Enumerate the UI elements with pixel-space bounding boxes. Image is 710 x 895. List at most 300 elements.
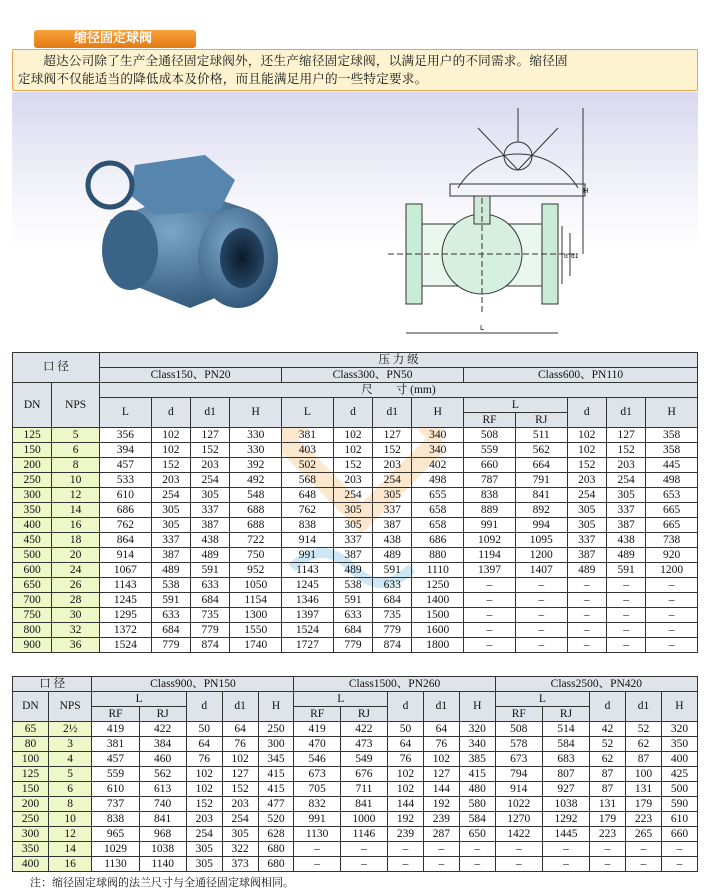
cell-dn: 500 (13, 548, 52, 563)
cell-dn: 600 (13, 563, 52, 578)
table-cell: 76 (186, 752, 222, 767)
table-cell: 392 (230, 458, 282, 473)
table-cell: 578 (495, 737, 542, 752)
table-cell: 686 (412, 533, 464, 548)
table-cell: – (542, 842, 589, 857)
table-cell: 322 (222, 842, 258, 857)
table-cell: 684 (151, 623, 190, 638)
table-cell: 179 (626, 797, 662, 812)
table-row (13, 767, 698, 782)
table-cell: 203 (222, 797, 258, 812)
table-cell: – (515, 593, 567, 608)
table-cell: 794 (495, 767, 542, 782)
table-cell: – (606, 608, 645, 623)
table-cell: 735 (373, 608, 412, 623)
table-cell: 1524 (99, 638, 151, 653)
table-cell: 1800 (412, 638, 464, 653)
table-cell: 305 (567, 518, 606, 533)
table-cell: 1067 (99, 563, 151, 578)
table-cell: 832 (294, 797, 340, 812)
table-cell: 684 (333, 623, 372, 638)
table-cell: – (606, 593, 645, 608)
table-cell: 1500 (412, 608, 464, 623)
dimension-table-1 (12, 352, 698, 653)
table-cell: 152 (151, 458, 190, 473)
table-cell: 127 (373, 428, 412, 443)
cell-nps: 8 (48, 797, 91, 812)
t2-h-d3c: d (590, 692, 626, 722)
table-cell: 457 (92, 752, 139, 767)
table-cell: 584 (542, 737, 589, 752)
table-cell: 76 (388, 752, 424, 767)
table-cell: 192 (388, 812, 424, 827)
table-cell: 538 (333, 578, 372, 593)
table-cell: – (340, 842, 387, 857)
table-row (13, 473, 698, 488)
table-cell: 874 (191, 638, 230, 653)
table-row (13, 563, 698, 578)
cell-nps: 6 (48, 782, 91, 797)
table-cell: 254 (606, 473, 645, 488)
table-cell: 686 (99, 503, 151, 518)
table-cell: 192 (423, 797, 459, 812)
table-cell: 203 (567, 473, 606, 488)
table-cell: 779 (151, 638, 190, 653)
table-cell: 152 (191, 443, 230, 458)
table-cell: 422 (139, 722, 186, 737)
table-cell: 102 (388, 767, 424, 782)
cell-dn: 450 (13, 533, 52, 548)
table-cell: 841 (340, 797, 387, 812)
table-cell: 498 (646, 473, 698, 488)
table-cell: 152 (333, 458, 372, 473)
table-cell: 591 (606, 563, 645, 578)
cell-dn: 300 (13, 827, 49, 842)
table-row (13, 797, 698, 812)
table-row (13, 722, 698, 737)
table-cell: 460 (139, 752, 186, 767)
table-cell: 676 (340, 767, 387, 782)
table-cell: 489 (567, 563, 606, 578)
table-row (13, 593, 698, 608)
cell-nps: 12 (48, 827, 91, 842)
table-cell: – (606, 623, 645, 638)
table-cell: 415 (258, 767, 294, 782)
table-cell: 223 (590, 827, 626, 842)
table-cell: 203 (191, 458, 230, 473)
table-cell: 102 (186, 767, 222, 782)
table-cell: 1095 (515, 533, 567, 548)
table-cell: 1300 (230, 608, 282, 623)
table-cell: 337 (373, 503, 412, 518)
table-cell: 52 (590, 737, 626, 752)
cell-dn: 700 (13, 593, 52, 608)
table-cell: 994 (515, 518, 567, 533)
table-cell: 1727 (282, 638, 334, 653)
t2-h-rj1: RJ (139, 707, 186, 722)
table-cell: 400 (661, 752, 697, 767)
t1-h-h2: H (412, 398, 464, 428)
cell-nps: 10 (48, 812, 91, 827)
table-cell: 791 (515, 473, 567, 488)
table-cell: 305 (151, 518, 190, 533)
table-cell: 838 (282, 518, 334, 533)
table-row (13, 428, 698, 443)
table-cell: 633 (191, 578, 230, 593)
table-cell: 345 (258, 752, 294, 767)
table-cell: 64 (388, 737, 424, 752)
table-cell: 438 (606, 533, 645, 548)
table-cell: 1130 (92, 857, 139, 872)
table-cell: 100 (626, 767, 662, 782)
table-cell: 42 (590, 722, 626, 737)
table-cell: 711 (340, 782, 387, 797)
table-cell: 337 (606, 503, 645, 518)
table-cell: 1140 (139, 857, 186, 872)
table-row (13, 782, 698, 797)
table-cell: 549 (340, 752, 387, 767)
table-cell: 533 (99, 473, 151, 488)
table-cell: 705 (294, 782, 340, 797)
table-cell: 337 (191, 503, 230, 518)
table-cell: 305 (222, 827, 258, 842)
table-cell: – (606, 578, 645, 593)
table-cell: 340 (412, 428, 464, 443)
t2-class-1: Class900、PN150 (92, 677, 294, 692)
table-cell: 991 (294, 812, 340, 827)
table-cell: 50 (186, 722, 222, 737)
table-cell: 1194 (464, 548, 516, 563)
table-cell: 1130 (294, 827, 340, 842)
table-cell: 737 (92, 797, 139, 812)
table-cell: 610 (661, 812, 697, 827)
dimension-table-2 (12, 676, 698, 872)
table-row (13, 518, 698, 533)
table-cell: 102 (388, 782, 424, 797)
table-row (13, 812, 698, 827)
table-cell: 403 (282, 443, 334, 458)
table-row (13, 842, 698, 857)
table-cell: 738 (646, 533, 698, 548)
table-cell: 927 (542, 782, 589, 797)
footnote: 注：缩径固定球阀的法兰尺寸与全通径固定球阀相同。 (30, 876, 294, 889)
table-cell: 584 (459, 812, 495, 827)
table-row (13, 578, 698, 593)
table-cell: 1143 (99, 578, 151, 593)
table-cell: 305 (373, 488, 412, 503)
table-cell: 287 (423, 827, 459, 842)
table-cell: – (626, 842, 662, 857)
cell-nps: 14 (52, 503, 100, 518)
table-cell: 660 (661, 827, 697, 842)
table-cell: 498 (412, 473, 464, 488)
table-cell: – (423, 857, 459, 872)
table-cell: 320 (661, 722, 697, 737)
table-cell: 546 (294, 752, 340, 767)
table-cell: 473 (340, 737, 387, 752)
t2-class-3: Class2500、PN420 (495, 677, 697, 692)
table-row (13, 608, 698, 623)
t2-h-l1: L (92, 692, 186, 707)
table-cell: 337 (151, 533, 190, 548)
cell-nps: 24 (52, 563, 100, 578)
table-cell: 489 (373, 548, 412, 563)
table-cell: 87 (590, 767, 626, 782)
cell-dn: 250 (13, 812, 49, 827)
table-cell: 1050 (230, 578, 282, 593)
table-cell: 144 (388, 797, 424, 812)
table-cell: – (515, 608, 567, 623)
table-cell: 762 (99, 518, 151, 533)
table-cell: 1022 (495, 797, 542, 812)
cell-nps: 20 (52, 548, 100, 563)
cell-nps: 32 (52, 623, 100, 638)
table-cell: 305 (191, 488, 230, 503)
table-cell: 511 (515, 428, 567, 443)
t2-h-dd2: d1 (423, 692, 459, 722)
table-cell: – (567, 593, 606, 608)
table-cell: 722 (230, 533, 282, 548)
table-cell: 480 (459, 782, 495, 797)
t2-h-l2: L (294, 692, 388, 707)
t2-h-l3: L (495, 692, 589, 707)
table-cell: 102 (567, 443, 606, 458)
table-cell: – (388, 842, 424, 857)
t1-h-rj: RJ (515, 413, 567, 428)
table-cell: 1295 (99, 608, 151, 623)
table-cell: 1270 (495, 812, 542, 827)
table-cell: 203 (186, 812, 222, 827)
table-cell: 254 (373, 473, 412, 488)
table-cell: 502 (282, 458, 334, 473)
table-cell: 514 (542, 722, 589, 737)
table-cell: – (459, 842, 495, 857)
t1-header-nps: NPS (52, 383, 100, 428)
table-cell: 305 (567, 503, 606, 518)
table-cell: 62 (590, 752, 626, 767)
table-cell: 254 (186, 827, 222, 842)
table-row (13, 857, 698, 872)
t1-class-3: Class600、PN110 (464, 368, 698, 383)
table-cell: – (340, 857, 387, 872)
table-cell: 779 (333, 638, 372, 653)
table-cell: 470 (294, 737, 340, 752)
table-cell: 673 (294, 767, 340, 782)
cell-dn: 80 (13, 737, 49, 752)
table-cell: 422 (340, 722, 387, 737)
table-cell: – (646, 593, 698, 608)
table-cell: 914 (495, 782, 542, 797)
t2-h-rf1: RF (92, 707, 139, 722)
table-cell: 239 (423, 812, 459, 827)
table-cell: 590 (661, 797, 697, 812)
table-cell: 457 (99, 458, 151, 473)
table-cell: 653 (646, 488, 698, 503)
cell-dn: 65 (13, 722, 49, 737)
t1-h-d: d (151, 398, 190, 428)
table-cell: 1445 (542, 827, 589, 842)
table-cell: – (294, 857, 340, 872)
table-cell: 144 (423, 782, 459, 797)
t2-header-bore: 口 径 (13, 677, 92, 692)
table-cell: 914 (99, 548, 151, 563)
table-cell: 874 (373, 638, 412, 653)
table-cell: 688 (230, 518, 282, 533)
table-cell: 203 (606, 458, 645, 473)
table-cell: 305 (333, 503, 372, 518)
t2-h-dd1: d1 (222, 692, 258, 722)
drawing-label-h: H (583, 187, 589, 195)
valve-photo (70, 150, 282, 310)
table-cell: 203 (151, 473, 190, 488)
table-cell: – (464, 638, 516, 653)
table-cell: 735 (191, 608, 230, 623)
table-cell: 1524 (282, 623, 334, 638)
table-cell: 87 (626, 752, 662, 767)
table-cell: 419 (294, 722, 340, 737)
table-cell: – (423, 842, 459, 857)
table-cell: – (464, 608, 516, 623)
table-cell: – (646, 638, 698, 653)
t2-h-d2c: d (388, 692, 424, 722)
table-cell: – (567, 578, 606, 593)
table-cell: – (542, 857, 589, 872)
cell-nps: 6 (52, 443, 100, 458)
t1-h-l3: L (464, 398, 567, 413)
table-cell: 203 (333, 473, 372, 488)
table-cell: – (646, 623, 698, 638)
table-cell: 152 (222, 782, 258, 797)
table-cell: 127 (423, 767, 459, 782)
table-cell: – (590, 857, 626, 872)
t2-h-h2: H (459, 692, 495, 722)
table-cell: 1740 (230, 638, 282, 653)
table-cell: 991 (464, 518, 516, 533)
table-cell: 1029 (92, 842, 139, 857)
table-cell: 300 (258, 737, 294, 752)
table-cell: 1422 (495, 827, 542, 842)
t2-h-h3: H (661, 692, 697, 722)
section-title: 缩径固定球阀 (34, 30, 196, 48)
table-cell: – (590, 842, 626, 857)
table-cell: 373 (222, 857, 258, 872)
cell-nps: 36 (52, 638, 100, 653)
table-cell: 387 (606, 518, 645, 533)
cell-nps: 26 (52, 578, 100, 593)
table-cell: 381 (92, 737, 139, 752)
t1-class-1: Class150、PN20 (99, 368, 281, 383)
table-cell: 152 (186, 797, 222, 812)
cell-dn: 200 (13, 797, 49, 812)
t2-h-h1: H (258, 692, 294, 722)
t1-h-d1-2: d1 (373, 398, 412, 428)
table-cell: 779 (373, 623, 412, 638)
table-cell: 387 (151, 548, 190, 563)
table-cell: – (646, 608, 698, 623)
drawing-label-l: L (480, 324, 484, 332)
cell-nps: 2½ (48, 722, 91, 737)
table-cell: 648 (282, 488, 334, 503)
t1-h-l: L (99, 398, 151, 428)
table-cell: 102 (151, 428, 190, 443)
table-row (13, 503, 698, 518)
table-cell: 665 (646, 503, 698, 518)
table-cell: 684 (373, 593, 412, 608)
table-cell: 305 (606, 488, 645, 503)
table-row (13, 443, 698, 458)
table-cell: 127 (191, 428, 230, 443)
table-cell: 337 (567, 533, 606, 548)
cell-dn: 125 (13, 428, 52, 443)
table-cell: – (567, 638, 606, 653)
cell-dn: 350 (13, 503, 52, 518)
table-cell: 688 (230, 503, 282, 518)
table-cell: 1245 (99, 593, 151, 608)
cell-dn: 300 (13, 488, 52, 503)
table-cell: 64 (423, 722, 459, 737)
table-cell: 350 (661, 737, 697, 752)
table-cell: 613 (139, 782, 186, 797)
cell-dn: 400 (13, 857, 49, 872)
table-row (13, 827, 698, 842)
table-cell: 102 (333, 428, 372, 443)
table-cell: – (661, 842, 697, 857)
table-cell: 52 (626, 722, 662, 737)
table-cell: 1200 (646, 563, 698, 578)
table-cell: 152 (373, 443, 412, 458)
table-cell: 633 (151, 608, 190, 623)
table-cell: 330 (230, 443, 282, 458)
t2-h-rf2: RF (294, 707, 340, 722)
t1-class-2: Class300、PN50 (282, 368, 464, 383)
table-cell: 880 (412, 548, 464, 563)
table-cell: 1000 (340, 812, 387, 827)
table-cell: 179 (590, 812, 626, 827)
table-cell: 591 (373, 563, 412, 578)
table-cell: 1397 (464, 563, 516, 578)
cell-nps: 16 (52, 518, 100, 533)
table-cell: 920 (646, 548, 698, 563)
table-cell: 1038 (139, 842, 186, 857)
table-cell: 664 (515, 458, 567, 473)
table-cell: 548 (230, 488, 282, 503)
table-cell: 223 (626, 812, 662, 827)
table-cell: – (646, 578, 698, 593)
table-cell: 387 (373, 518, 412, 533)
table-cell: – (567, 608, 606, 623)
table-cell: 914 (282, 533, 334, 548)
table-cell: 489 (151, 563, 190, 578)
table-cell: 415 (258, 782, 294, 797)
cell-nps: 4 (48, 752, 91, 767)
table-cell: 438 (373, 533, 412, 548)
t1-h-l2: L (282, 398, 334, 428)
table-cell: – (495, 842, 542, 857)
table-cell: 254 (333, 488, 372, 503)
table-cell: 438 (191, 533, 230, 548)
t1-h-h: H (230, 398, 282, 428)
cell-dn: 900 (13, 638, 52, 653)
t2-header-nps: NPS (48, 692, 91, 722)
table-cell: 419 (92, 722, 139, 737)
table-cell: 538 (151, 578, 190, 593)
table-cell: 385 (459, 752, 495, 767)
table-cell: 305 (333, 518, 372, 533)
table-cell: 838 (92, 812, 139, 827)
table-cell: 520 (258, 812, 294, 827)
table-cell: 562 (515, 443, 567, 458)
table-cell: 1110 (412, 563, 464, 578)
